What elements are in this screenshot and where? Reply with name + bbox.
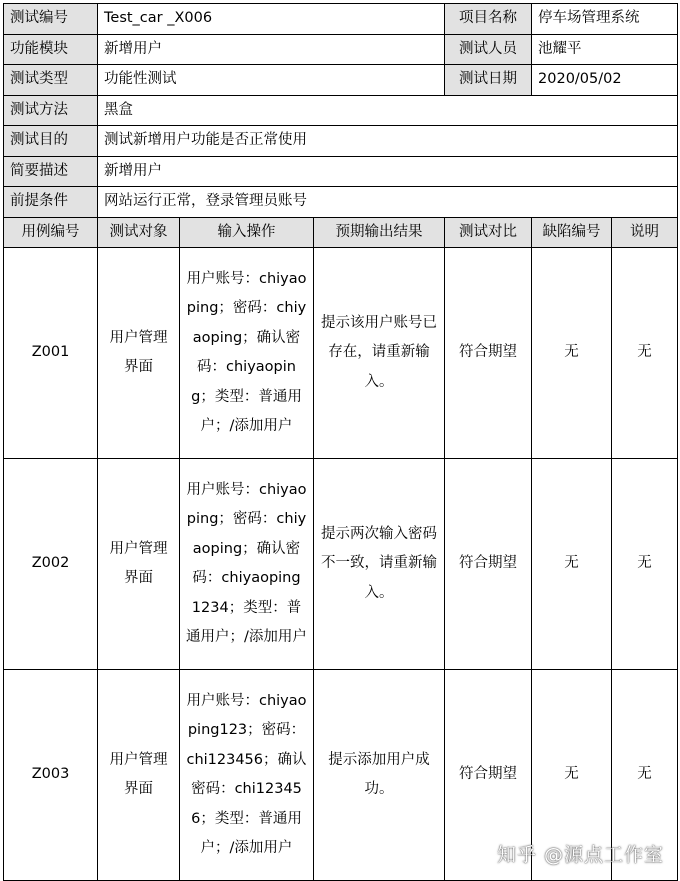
test-type-label: 测试类型 (4, 65, 98, 96)
meta-row-method (4, 95, 678, 126)
case-object: 用户管理界面 (98, 670, 180, 881)
test-date-label: 测试日期 (445, 65, 532, 96)
tester-value: 池耀平 (532, 34, 678, 65)
test-case-table (3, 3, 678, 881)
test-id-value: Test_car _X006 (98, 4, 445, 35)
description-label: 简要描述 (4, 156, 98, 187)
case-defect: 无 (532, 459, 612, 670)
table-row (4, 459, 678, 670)
test-method-label: 测试方法 (4, 95, 98, 126)
test-id-label: 测试编号 (4, 4, 98, 35)
meta-row-description (4, 156, 678, 187)
case-compare: 符合期望 (445, 248, 532, 459)
module-label: 功能模块 (4, 34, 98, 65)
case-defect: 无 (532, 670, 612, 881)
meta-row-module (4, 34, 678, 65)
case-id: Z001 (4, 248, 98, 459)
header-compare: 测试对比 (445, 217, 532, 248)
case-object: 用户管理界面 (98, 248, 180, 459)
header-expected: 预期输出结果 (314, 217, 445, 248)
case-compare: 符合期望 (445, 459, 532, 670)
case-input: 用户账号：chiyaoping；密码：chiyaoping；确认密码：chiyaoping 1234；类型：普通用户；/添加用户 (180, 459, 314, 670)
header-case-id: 用例编号 (4, 217, 98, 248)
case-id: Z003 (4, 670, 98, 881)
precondition-label: 前提条件 (4, 187, 98, 218)
header-note: 说明 (612, 217, 678, 248)
module-value: 新增用户 (98, 34, 445, 65)
case-input: 用户账号：chiyaoping123；密码：chi123456；确认密码：chi123456；类型：普通用户；/添加用户 (180, 670, 314, 881)
meta-row-precondition (4, 187, 678, 218)
test-type-value: 功能性测试 (98, 65, 445, 96)
case-compare: 符合期望 (445, 670, 532, 881)
case-defect: 无 (532, 248, 612, 459)
case-expected: 提示两次输入密码不一致，请重新输入。 (314, 459, 445, 670)
case-expected: 提示该用户账号已存在，请重新输入。 (314, 248, 445, 459)
table-row (4, 248, 678, 459)
meta-row-purpose (4, 126, 678, 157)
test-purpose-value: 测试新增用户功能是否正常使用 (98, 126, 678, 157)
case-object: 用户管理界面 (98, 459, 180, 670)
case-header-row (4, 217, 678, 248)
description-value: 新增用户 (98, 156, 678, 187)
project-name-value: 停车场管理系统 (532, 4, 678, 35)
header-defect: 缺陷编号 (532, 217, 612, 248)
case-note: 无 (612, 670, 678, 881)
case-input: 用户账号：chiyaoping；密码：chiyaoping；确认密码：chiyaoping；类型：普通用户；/添加用户 (180, 248, 314, 459)
header-test-object: 测试对象 (98, 217, 180, 248)
precondition-value: 网站运行正常，登录管理员账号 (98, 187, 678, 218)
test-method-value: 黑盒 (98, 95, 678, 126)
test-purpose-label: 测试目的 (4, 126, 98, 157)
tester-label: 测试人员 (445, 34, 532, 65)
case-note: 无 (612, 459, 678, 670)
test-date-value: 2020/05/02 (532, 65, 678, 96)
case-id: Z002 (4, 459, 98, 670)
case-note: 无 (612, 248, 678, 459)
project-name-label: 项目名称 (445, 4, 532, 35)
header-input: 输入操作 (180, 217, 314, 248)
meta-row-test-id (4, 4, 678, 35)
watermark: 知乎 @源点工作室 (496, 844, 664, 866)
case-expected: 提示添加用户成功。 (314, 670, 445, 881)
meta-row-type (4, 65, 678, 96)
